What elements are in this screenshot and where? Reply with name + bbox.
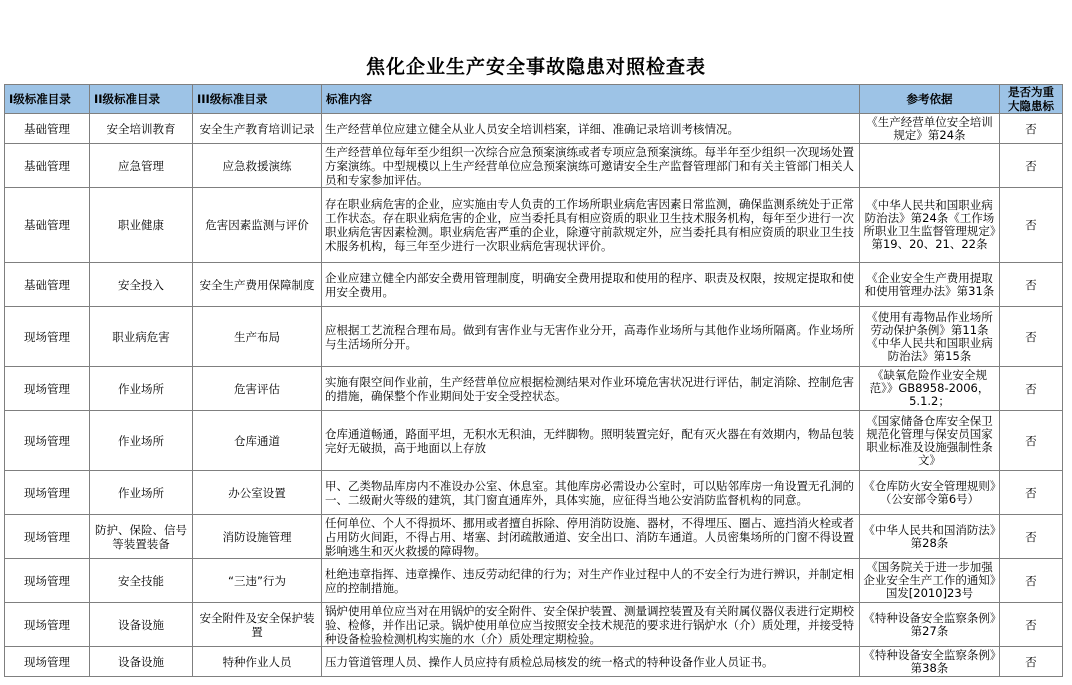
cell-level1: 现场管理: [5, 471, 90, 515]
page-title: 焦化企业生产安全事故隐患对照检查表: [365, 56, 706, 78]
table-row: [5, 263, 1063, 307]
cell-level1: 现场管理: [5, 647, 90, 677]
table-row: [5, 307, 1063, 367]
cell-level3: 应急救援演练: [193, 144, 322, 188]
cell-reference: 《仓库防火安全管理规则》（公安部令第6号）: [860, 471, 1000, 515]
cell-level3: 危害评估: [193, 367, 322, 411]
table-row: [5, 144, 1063, 188]
cell-major-hazard: 否: [1000, 471, 1063, 515]
cell-major-hazard: 否: [1000, 188, 1063, 263]
cell-content: 甲、乙类物品库房内不准设办公室、休息室。其他库房必需设办公室时，可以贴邻库房一角设置无孔洞的一、二级耐火等级的建筑，其门窗直通库外，具体实施，应征得当地公安消防监督机构的同意。: [322, 471, 860, 515]
table-row: [5, 647, 1063, 677]
cell-level1: 现场管理: [5, 307, 90, 367]
table-row: [5, 114, 1063, 144]
cell-level3: 安全生产教育培训记录: [193, 114, 322, 144]
cell-level2: 作业场所: [90, 411, 193, 471]
cell-reference: 《生产经营单位安全培训规定》第24条: [860, 114, 1000, 144]
cell-content: 任何单位、个人不得损坏、挪用或者擅自拆除、停用消防设施、器材，不得埋压、圈占、遮挡消火栓或者占用防火间距，不得占用、堵塞、封闭疏散通道、安全出口、消防车通道。人员密集场所的门窗不得设置影响逃生和灭火救援的障碍物。: [322, 515, 860, 559]
cell-level1: 基础管理: [5, 144, 90, 188]
cell-reference: 《中华人民共和国职业病防治法》第24条《工作场所职业卫生监督管理规定》第19、20、21、22条: [860, 188, 1000, 263]
cell-major-hazard: 否: [1000, 307, 1063, 367]
cell-major-hazard: 否: [1000, 515, 1063, 559]
table-row: [5, 515, 1063, 559]
cell-level1: 基础管理: [5, 263, 90, 307]
header-reference: 参考依据: [860, 85, 1000, 114]
cell-reference: 《特种设备安全监察条例》第27条: [860, 603, 1000, 647]
cell-level1: 现场管理: [5, 515, 90, 559]
table-row: [5, 367, 1063, 411]
cell-major-hazard: 否: [1000, 114, 1063, 144]
cell-major-hazard: 否: [1000, 411, 1063, 471]
cell-reference: 《特种设备安全监察条例》第38条: [860, 647, 1000, 677]
cell-level3: 特种作业人员: [193, 647, 322, 677]
cell-level3: 消防设施管理: [193, 515, 322, 559]
cell-content: 仓库通道畅通，路面平坦，无积水无积油，无绊脚物。照明装置完好，配有灭火器在有效期内，物品包装完好无破损，高于地面以上存放: [322, 411, 860, 471]
cell-level2: 防护、保险、信号等装置装备: [90, 515, 193, 559]
cell-content: 锅炉使用单位应当对在用锅炉的安全附件、安全保护装置、测量调控装置及有关附属仪器仪表进行定期校验、检修，并作出记录。锅炉使用单位应当按照安全技术规范的要求进行锅炉水（介）质处理，并接受特种设备检验检测机构实施的水（介）质处理定期检验。: [322, 603, 860, 647]
cell-content: 存在职业病危害的企业，应实施由专人负责的工作场所职业病危害因素日常监测，确保监测系统处于正常工作状态。存在职业病危害的企业，应当委托具有相应资质的职业卫生技术服务机构，每年至少进行一次职业病危害因素检测。职业病危害严重的企业，除遵守前款规定外，应当委托具有相应资质的职业卫生技术服务机构，每三年至少进行一次职业病危害现状评价。: [322, 188, 860, 263]
cell-content: 应根据工艺流程合理布局。做到有害作业与无害作业分开，高毒作业场所与其他作业场所隔离。作业场所与生活场所分开。: [322, 307, 860, 367]
cell-level1: 现场管理: [5, 367, 90, 411]
cell-content: 实施有限空间作业前，生产经营单位应根据检测结果对作业环境危害状况进行评估，制定消除、控制危害的措施，确保整个作业期间处于安全受控状态。: [322, 367, 860, 411]
header-content: 标准内容: [322, 85, 860, 114]
cell-reference: 《中华人民共和国消防法》第28条: [860, 515, 1000, 559]
header-level2: II级标准目录: [90, 85, 193, 114]
table-row: [5, 559, 1063, 603]
cell-content: 压力管道管理人员、操作人员应持有质检总局核发的统一格式的特种设备作业人员证书。: [322, 647, 860, 677]
table-header-row: [5, 85, 1063, 114]
cell-level2: 设备设施: [90, 647, 193, 677]
cell-level3: 安全附件及安全保护装置: [193, 603, 322, 647]
cell-major-hazard: 否: [1000, 647, 1063, 677]
hazard-check-table: [4, 84, 1063, 677]
cell-content: 生产经营单位应建立健全从业人员安全培训档案，详细、准确记录培训考核情况。: [322, 114, 860, 144]
table-row: [5, 471, 1063, 515]
cell-level2: 设备设施: [90, 603, 193, 647]
cell-major-hazard: 否: [1000, 559, 1063, 603]
cell-level3: 安全生产费用保障制度: [193, 263, 322, 307]
cell-reference: 《国务院关于进一步加强企业安全生产工作的通知》国发[2010]23号: [860, 559, 1000, 603]
cell-level2: 作业场所: [90, 367, 193, 411]
cell-level1: 现场管理: [5, 559, 90, 603]
cell-level2: 职业病危害: [90, 307, 193, 367]
header-level1: I级标准目录: [5, 85, 90, 114]
cell-major-hazard: 否: [1000, 367, 1063, 411]
cell-level1: 现场管理: [5, 603, 90, 647]
cell-reference: 《企业安全生产费用提取和使用管理办法》第31条: [860, 263, 1000, 307]
cell-level2: 安全技能: [90, 559, 193, 603]
cell-content: 杜绝违章指挥、违章操作、违反劳动纪律的行为；对生产作业过程中人的不安全行为进行辨识，并制定相应的控制措施。: [322, 559, 860, 603]
table-row: [5, 603, 1063, 647]
cell-major-hazard: 否: [1000, 263, 1063, 307]
cell-level3: 办公室设置: [193, 471, 322, 515]
cell-level2: 职业健康: [90, 188, 193, 263]
cell-level3: “三违”行为: [193, 559, 322, 603]
cell-reference: 《缺氧危险作业安全规范》》GB8958-2006，5.1.2；: [860, 367, 1000, 411]
table-row: [5, 411, 1063, 471]
cell-level3: 仓库通道: [193, 411, 322, 471]
cell-level3: 危害因素监测与评价: [193, 188, 322, 263]
cell-level1: 现场管理: [5, 411, 90, 471]
cell-level2: 作业场所: [90, 471, 193, 515]
cell-level2: 应急管理: [90, 144, 193, 188]
cell-level1: 基础管理: [5, 114, 90, 144]
cell-content: 企业应建立健全内部安全费用管理制度，明确安全费用提取和使用的程序、职责及权限，按规定提取和使用安全费用。: [322, 263, 860, 307]
header-level3: III级标准目录: [193, 85, 322, 114]
header-major-hazard: 是否为重大隐患标: [1000, 85, 1063, 114]
cell-reference: [860, 144, 1000, 188]
cell-major-hazard: 否: [1000, 603, 1063, 647]
cell-major-hazard: 否: [1000, 144, 1063, 188]
cell-level1: 基础管理: [5, 188, 90, 263]
cell-level3: 生产布局: [193, 307, 322, 367]
cell-content: 生产经营单位每年至少组织一次综合应急预案演练或者专项应急预案演练。每半年至少组织一次现场处置方案演练。中型规模以上生产经营单位应急预案演练可邀请安全生产监督管理部门和有关主管部门相关人员和专家参加评估。: [322, 144, 860, 188]
table-row: [5, 188, 1063, 263]
cell-reference: 《使用有毒物品作业场所劳动保护条例》第11条《中华人民共和国职业病防治法》第15条: [860, 307, 1000, 367]
cell-level2: 安全投入: [90, 263, 193, 307]
cell-level2: 安全培训教育: [90, 114, 193, 144]
cell-reference: 《国家储备仓库安全保卫规范化管理与保安员国家职业标准及设施强制性条文》: [860, 411, 1000, 471]
